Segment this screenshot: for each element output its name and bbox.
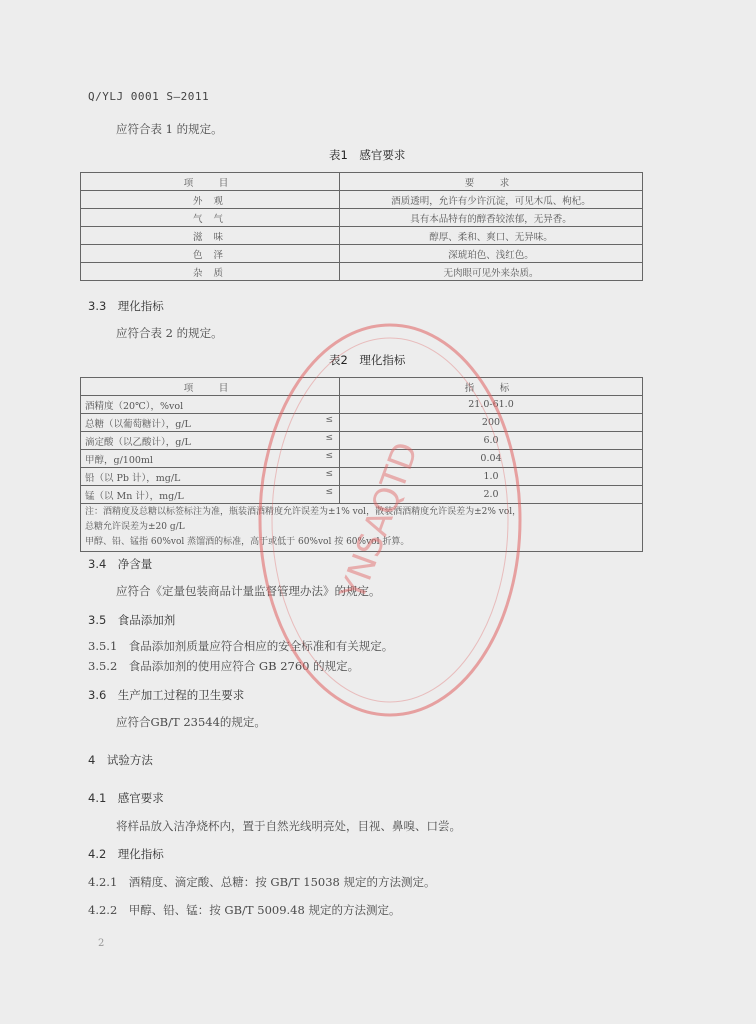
table-cell: 醇厚、柔和、爽口、无异味。 — [340, 227, 643, 245]
section-3-3-text: 应符合表 2 的规定。 — [116, 326, 223, 340]
table-cell: 深琥珀色、浅红色。 — [340, 245, 643, 263]
relation-symbol: ≤ — [325, 451, 333, 461]
note-line: 甲醇、铅、锰指 60%vol 蒸馏酒的标准，高于或低于 60%vol 按 60%vol 折算。 — [85, 537, 410, 547]
table-cell: 无肉眼可见外来杂质。 — [340, 263, 643, 281]
section-3-6-text: 应符合GB/T 23544的规定。 — [116, 715, 266, 729]
item-name: 酒精度（20℃），%vol — [85, 400, 184, 412]
table-row — [81, 227, 643, 245]
table-header: 要 求 — [340, 173, 643, 191]
table-cell: 200 — [340, 414, 643, 432]
table-cell: 色 泽 — [81, 245, 340, 263]
section-4-2-1: 4.2.1 酒精度、滴定酸、总糖：按 GB/T 15038 规定的方法测定。 — [88, 875, 436, 889]
table-cell: 6.0 — [340, 432, 643, 450]
note-line: 总糖允许误差为±20 g/L — [85, 522, 185, 532]
note-line: 注：酒精度及总糖以标签标注为准，瓶装酒酒精度允许误差为±1% vol，散装酒酒精度允许误差为±2% vol， — [85, 507, 522, 517]
table-row — [81, 263, 643, 281]
table-cell: 2.0 — [340, 486, 643, 504]
standard-number: Q/YLJ 0001 S—2011 — [88, 90, 210, 103]
table-cell: 1.0 — [340, 468, 643, 486]
table-cell: 21.0-61.0 — [340, 396, 643, 414]
section-4-1-text: 将样品放入洁净烧杯内，置于自然光线明亮处，目视、鼻嗅、口尝。 — [116, 819, 461, 833]
table-row — [81, 191, 643, 209]
table-header: 项 目 — [81, 378, 340, 396]
item-name: 总糖（以葡萄糖计），g/L — [85, 418, 191, 430]
section-3-6-heading: 3.6 生产加工过程的卫生要求 — [88, 688, 245, 702]
table-row — [81, 209, 643, 227]
section-4-1-heading: 4.1 感官要求 — [88, 791, 164, 805]
table1-caption: 表1 感官要求 — [329, 148, 406, 162]
red-seal-stamp — [240, 310, 540, 730]
intro-line: 应符合表 1 的规定。 — [116, 122, 223, 136]
section-3-5-1: 3.5.1 食品添加剂质量应符合相应的安全标准和有关规定。 — [88, 639, 394, 653]
page-number: 2 — [98, 938, 105, 949]
relation-symbol: ≤ — [325, 487, 333, 497]
item-name: 锰（以 Mn 计），mg/L — [85, 490, 184, 502]
table-header: 指 标 — [340, 378, 643, 396]
table-cell: 气 气 — [81, 209, 340, 227]
table-cell: 杂 质 — [81, 263, 340, 281]
section-4-heading: 4 试验方法 — [88, 753, 153, 767]
table-row — [81, 245, 643, 263]
table-cell: 具有本品特有的醇香较浓郁，无异香。 — [340, 209, 643, 227]
item-name: 铅（以 Pb 计），mg/L — [85, 472, 181, 484]
section-3-3-heading: 3.3 理化指标 — [88, 299, 164, 313]
section-3-4-heading: 3.4 净含量 — [88, 557, 153, 571]
relation-symbol: ≤ — [325, 433, 333, 443]
table-header: 项 目 — [81, 173, 340, 191]
item-name: 滴定酸（以乙酸计），g/L — [85, 436, 191, 448]
section-3-5-heading: 3.5 食品添加剂 — [88, 613, 176, 627]
table2-caption: 表2 理化指标 — [329, 353, 406, 367]
table-cell: 滋 味 — [81, 227, 340, 245]
seal-text: YNSAQTD — [332, 436, 427, 606]
table-cell: 酒质透明，允许有少许沉淀，可见木瓜、枸杞。 — [340, 191, 643, 209]
item-name: 甲醇，g/100ml — [85, 454, 153, 466]
section-4-2-heading: 4.2 理化指标 — [88, 847, 164, 861]
relation-symbol: ≤ — [325, 469, 333, 479]
section-3-5-2: 3.5.2 食品添加剂的使用应符合 GB 2760 的规定。 — [88, 659, 360, 673]
section-3-4-text: 应符合《定量包装商品计量监督管理办法》的规定。 — [116, 584, 381, 598]
relation-symbol: ≤ — [325, 415, 333, 425]
table-cell: 外 观 — [81, 191, 340, 209]
section-4-2-2: 4.2.2 甲醇、铅、锰：按 GB/T 5009.48 规定的方法测定。 — [88, 903, 401, 917]
table-cell: 0.04 — [340, 450, 643, 468]
sensory-table — [80, 172, 643, 281]
table-header-row — [81, 173, 643, 191]
